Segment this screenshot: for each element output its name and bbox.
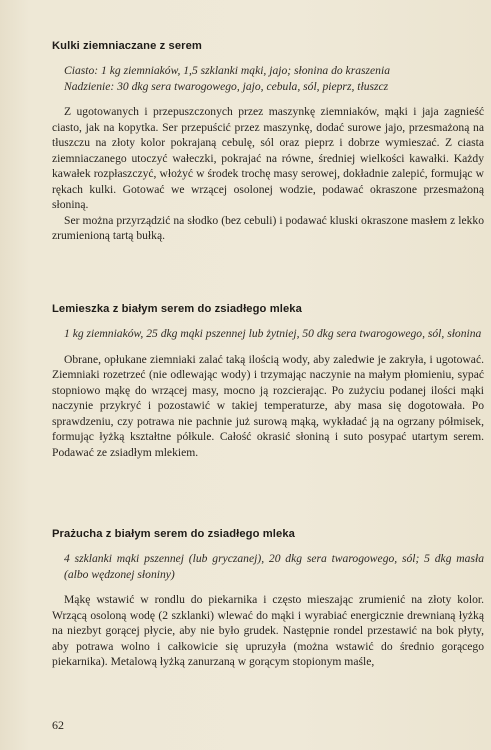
recipe-title: Prażucha z białym serem do zsiadłego mleka [52, 528, 295, 540]
page-number: 62 [52, 718, 64, 732]
recipe-body [52, 352, 484, 461]
recipe-title: Lemieszka z białym serem do zsiadłego mleka [52, 303, 302, 315]
ingredients-line: Nadzienie: 30 dkg sera twarogowego, jajo, cebula, sól, pieprz, tłuszcz [64, 79, 389, 93]
recipe-paragraph: Z ugotowanych i przepuszczonych przez maszynkę ziemniaków, mąki i jaja zagnieść ciasto, jak na kopytka. Ser przepuścić przez maszynkę, dodać surowe jajo, przesmażoną na tłuszczu na złoty kolor pokrajaną cebulę, sól oraz pieprz i dobrze wymieszać. Z ciasta ziemniaczanego utoczyć wałeczki, pokrajać na równe, średniej wielkości kawałki. Każdy kawałek rozpłaszczyć, włożyć w środek trochę masy serowej, dokładnie zalepić, formując w rękach kulki. Gotować we wrzącej osolonej wodzie, podawać okraszone przesmażoną słoniną. [52, 105, 484, 211]
recipe-ingredients [52, 326, 484, 342]
ingredients-line: 4 szklanki mąki pszennej (lub gryczanej), 20 dkg sera twarogowego, sól; 5 dkg masła (albo wędzonej słoniny) [64, 552, 484, 581]
ingredients-line: 1 kg ziemniaków, 25 dkg mąki pszennej lub żytniej, 50 dkg sera twarogowego, sól, słonina [64, 327, 482, 340]
ingredients-line: Ciasto: 1 kg ziemniaków, 1,5 szklanki mąki, jajo; słonina do kraszenia [64, 64, 390, 77]
recipe-body [52, 104, 484, 244]
recipe-prazucha [52, 528, 484, 670]
recipe-kulki-ziemniaczane [52, 40, 484, 244]
recipe-body [52, 592, 484, 670]
recipe-ingredients [52, 551, 484, 582]
recipe-lemieszka [52, 303, 484, 460]
recipe-ingredients [52, 63, 484, 94]
recipe-paragraph: Mąkę wstawić w rondlu do piekarnika i często mieszając zrumienić na złoty kolor. Wrzącą osoloną wodę (2 szklanki) wlewać do mąki i wyrabiać energicznie drewnianą łyżką na niezbyt gorącej płycie, aby nie było grudek. Następnie rondel przestawić na bok płyty, aby potrawa wolno i całkowicie się upruzyła (można wstawić do średnio gorącego piekarnika). Metalową łyżką zanurzaną w gorącym stopionym maśle, [52, 593, 484, 668]
recipe-title: Kulki ziemniaczane z serem [52, 40, 202, 52]
recipe-paragraph: Obrane, opłukane ziemniaki zalać taką ilością wody, aby zaledwie je zakryła, i ugotować. Ziemniaki rozetrzeć (nie odlewając wody) i trzymając naczynie na małym płomieniu, sypać stopniowo mąkę do wrzącej masy, mocno ją rozcierając. Po zużyciu podanej ilości mąki naczynie przykryć i pozostawić w takiej temperaturze, aby masa się dogotowała. Po sprawdzeniu, czy potrawa nie pachnie już surową mąką, wykładać ją na ogrzany półmisek, formując łyżką kształtne półkule. Całość okrasić słoniną i suto posypać utartym serem. Podawać ze zsiadłym mlekiem. [52, 352, 484, 459]
recipe-paragraph: Ser można przyrządzić na słodko (bez cebuli) i podawać kluski okraszone masłem z lekko zrumienioną tartą bułką. [52, 213, 484, 242]
